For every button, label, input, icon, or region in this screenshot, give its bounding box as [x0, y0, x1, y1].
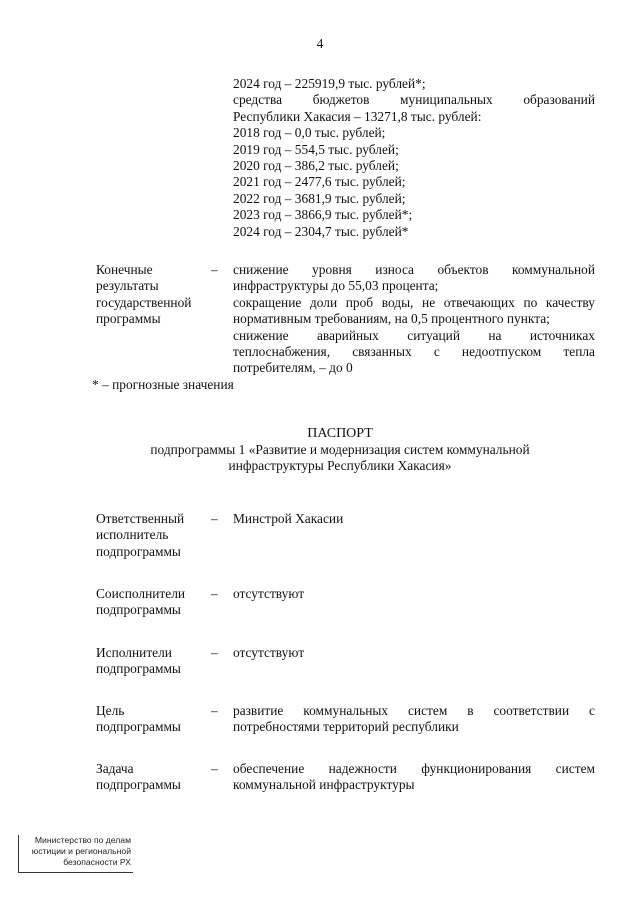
funding-line: 2024 год – 2304,7 тыс. рублей*	[233, 223, 409, 239]
co-executors-label	[96, 586, 216, 619]
funding-line: средства бюджетов муниципальных образований	[233, 92, 595, 108]
stamp-line: безопасности РХ	[63, 857, 131, 867]
passport-subtitle-line1: подпрограммы 1 «Развитие и модернизация систем коммунальной	[150, 442, 530, 457]
funding-line: 2022 год – 3681,9 тыс. рублей;	[233, 190, 406, 206]
label-line: подпрограммы	[96, 777, 181, 793]
label-line: программы	[96, 311, 161, 327]
label-line: Исполнители	[96, 645, 172, 660]
value-line: отсутствуют	[233, 645, 305, 660]
funding-line: 2023 год – 3866,9 тыс. рублей*;	[233, 207, 413, 223]
row-dash: –	[211, 703, 218, 718]
final-results-dash: –	[211, 262, 218, 277]
task-value	[233, 761, 595, 794]
value-line: потребностями территорий республики	[233, 719, 459, 735]
co-executors-value	[233, 586, 595, 602]
label-line: Задача	[96, 761, 134, 776]
label-line: Конечные	[96, 262, 153, 277]
label-line: подпрограммы	[96, 719, 181, 735]
label-line: Соисполнители	[96, 586, 186, 601]
responsible-executor-value	[233, 511, 595, 527]
value-line: коммунальной инфраструктуры	[233, 777, 415, 793]
row-dash: –	[211, 761, 218, 776]
page-number: 4	[316, 36, 324, 51]
label-line: исполнитель	[96, 527, 169, 543]
row-dash: –	[211, 511, 218, 526]
responsible-executor-label	[96, 511, 216, 560]
value-line: сокращение доли проб воды, не отвечающих по качеству	[233, 294, 595, 310]
label-line: подпрограммы	[96, 661, 181, 677]
stamp-line: Министерство по делам	[34, 835, 131, 845]
funding-line: 2019 год – 554,5 тыс. рублей;	[233, 141, 399, 157]
executors-value	[233, 645, 595, 661]
value-line: теплоснабжения, связанных с недоотпуском тепла	[233, 344, 595, 360]
row-dash: –	[211, 586, 218, 601]
value-line: снижение уровня износа объектов коммунальной	[233, 262, 595, 277]
passport-heading: ПАСПОРТ	[307, 426, 373, 441]
final-results-value	[233, 262, 595, 377]
value-line: снижение аварийных ситуаций на источниках	[233, 327, 595, 343]
label-line: Цель	[96, 703, 125, 718]
funding-breakdown	[233, 76, 595, 240]
label-line: Ответственный	[96, 511, 185, 526]
value-line: нормативным требованиям, на 0,5 процентного пункта;	[233, 311, 550, 327]
value-line: Минстрой Хакасии	[233, 511, 344, 526]
value-line: инфраструктуры до 55,03 процента;	[233, 278, 439, 294]
final-results-label	[96, 262, 216, 328]
task-label	[96, 761, 216, 794]
label-line: подпрограммы	[96, 602, 181, 618]
footnote: * – прогнозные значения	[92, 377, 234, 392]
label-line: подпрограммы	[96, 543, 181, 559]
label-line: государственной	[96, 294, 192, 310]
funding-line: 2020 год – 386,2 тыс. рублей;	[233, 158, 399, 174]
funding-line: 2018 год – 0,0 тыс. рублей;	[233, 125, 386, 141]
funding-line: Республики Хакасия – 13271,8 тыс. рублей:	[233, 108, 482, 124]
passport-subtitle-line2: инфраструктуры Республики Хакасия»	[228, 458, 452, 473]
row-dash: –	[211, 645, 218, 660]
value-line: развитие коммунальных систем в соответствии с	[233, 703, 595, 718]
executors-label	[96, 645, 216, 678]
value-line: обеспечение надежности функционирования систем	[233, 761, 595, 776]
goal-label	[96, 703, 216, 736]
ministry-stamp	[18, 835, 133, 873]
goal-value	[233, 703, 595, 736]
label-line: результаты	[96, 278, 159, 294]
funding-line: 2024 год – 225919,9 тыс. рублей*;	[233, 76, 426, 91]
value-line: отсутствуют	[233, 586, 305, 601]
stamp-line: юстиции и региональной	[31, 846, 131, 856]
funding-line: 2021 год – 2477,6 тыс. рублей;	[233, 174, 406, 190]
value-line: потребителям, – до 0	[233, 360, 353, 376]
